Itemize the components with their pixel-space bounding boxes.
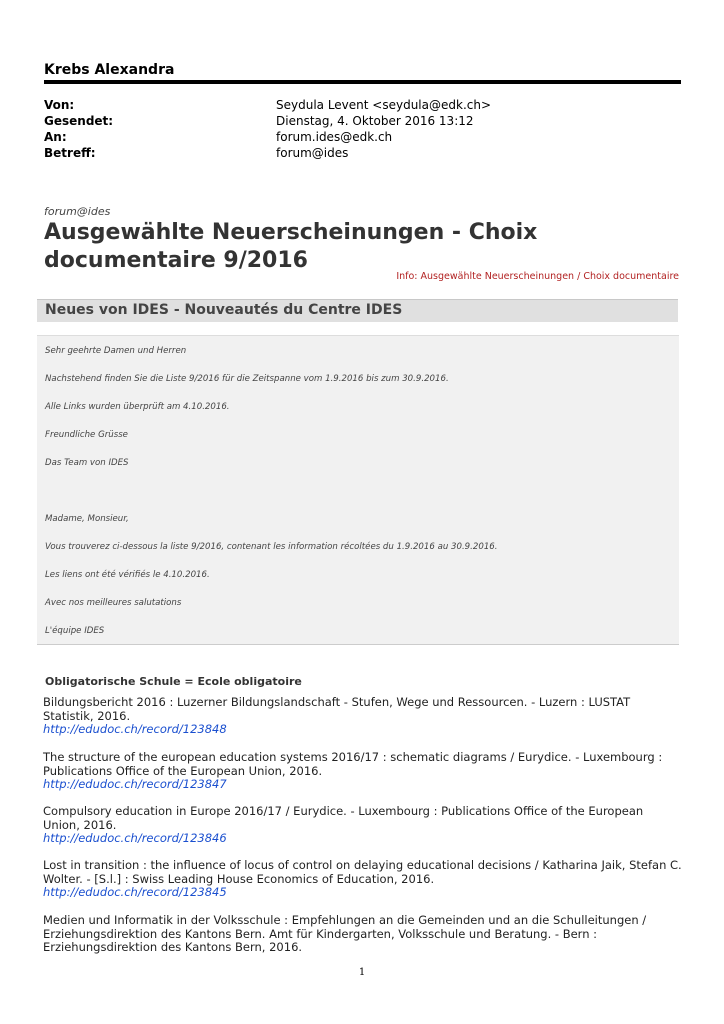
subject-value: forum@ides: [276, 146, 349, 160]
subject-row: [44, 145, 684, 161]
email-header-fields: [44, 97, 684, 161]
newsletter-eyebrow: forum@ides: [44, 205, 111, 218]
greeting-line: Nachstehend finden Sie die Liste 9/2016 für die Zeitspanne vom 1.9.2016 bis zum 30.9.2016.: [45, 374, 449, 384]
record-citation: Bildungsbericht 2016 : Luzerner Bildungslandschaft - Stufen, Wege und Ressourcen. - Luzern : LUSTAT Statistik, 2016.: [43, 695, 631, 723]
list-item: [43, 696, 683, 737]
greeting-line: Das Team von IDES: [45, 458, 129, 468]
section-header-bar: [37, 299, 678, 322]
to-label: An:: [44, 130, 67, 144]
sent-label: Gesendet:: [44, 114, 114, 128]
list-item: [43, 805, 683, 846]
greeting-line: Les liens ont été vérifiés le 4.10.2016.: [45, 570, 210, 580]
sent-row: [44, 113, 684, 129]
greeting-line: Freundliche Grüsse: [45, 430, 128, 440]
list-item: [43, 859, 683, 900]
subject-label: Betreff:: [44, 146, 96, 160]
greeting-line: L'équipe IDES: [45, 626, 105, 636]
from-label: Von:: [44, 98, 75, 112]
sent-value: Dienstag, 4. Oktober 2016 13:12: [276, 114, 474, 128]
sender-name: Krebs Alexandra: [44, 62, 175, 78]
from-value: Seydula Levent <seydula@edk.ch>: [276, 98, 492, 112]
section-title: Neues von IDES - Nouveautés du Centre IDES: [45, 302, 403, 318]
greeting-line: Avec nos meilleures salutations: [45, 598, 182, 608]
record-link[interactable]: http://edudoc.ch/record/123848: [43, 722, 227, 736]
info-link[interactable]: Info: Ausgewählte Neuerscheinungen / Choix documentaire: [396, 271, 679, 282]
record-citation: Compulsory education in Europe 2016/17 / Eurydice. - Luxembourg : Publications Office of the European Union, 2016.: [43, 804, 644, 832]
record-link[interactable]: http://edudoc.ch/record/123846: [43, 831, 227, 845]
greeting-line: Sehr geehrte Damen und Herren: [45, 346, 187, 356]
record-citation: Medien und Informatik in der Volksschule : Empfehlungen an die Gemeinden und an die Schulleitungen / Erziehungsdirektion des Kantons Bern. Amt für Kindergarten, Volksschule und Beratung. - Bern : Erziehungsdirektion des Kantons Bern, 2016.: [43, 913, 647, 954]
record-link[interactable]: http://edudoc.ch/record/123845: [43, 885, 227, 899]
greeting-line: Madame, Monsieur,: [45, 514, 129, 524]
greeting-line: Alle Links wurden überprüft am 4.10.2016.: [45, 402, 230, 412]
from-row: [44, 97, 684, 113]
newsletter-title: Ausgewählte Neuerscheinungen - Choix documentaire 9/2016: [44, 220, 538, 273]
category-heading: Obligatorische Schule = Ecole obligatoire: [45, 675, 302, 688]
list-item: [43, 751, 683, 792]
record-link[interactable]: http://edudoc.ch/record/123847: [43, 777, 227, 791]
to-row: [44, 129, 684, 145]
page-number: 1: [358, 967, 366, 978]
greeting-line: Vous trouverez ci-dessous la liste 9/2016, contenant les information récoltées du 1.9.2016 au 30.9.2016.: [45, 542, 498, 552]
to-value: forum.ides@edk.ch: [276, 130, 393, 144]
record-citation: The structure of the european education systems 2016/17 : schematic diagrams / Eurydice. - Luxembourg : Publications Office of the European Union, 2016.: [43, 750, 663, 778]
greeting-box: [37, 335, 679, 645]
header-divider: [44, 80, 681, 84]
list-item: [43, 914, 683, 955]
record-citation: Lost in transition : the influence of locus of control on delaying educational decisions / Katharina Jaik, Stefan C. Wolter. - [S.l.] : Swiss Leading House Economics of Education, 2016.: [43, 858, 682, 886]
